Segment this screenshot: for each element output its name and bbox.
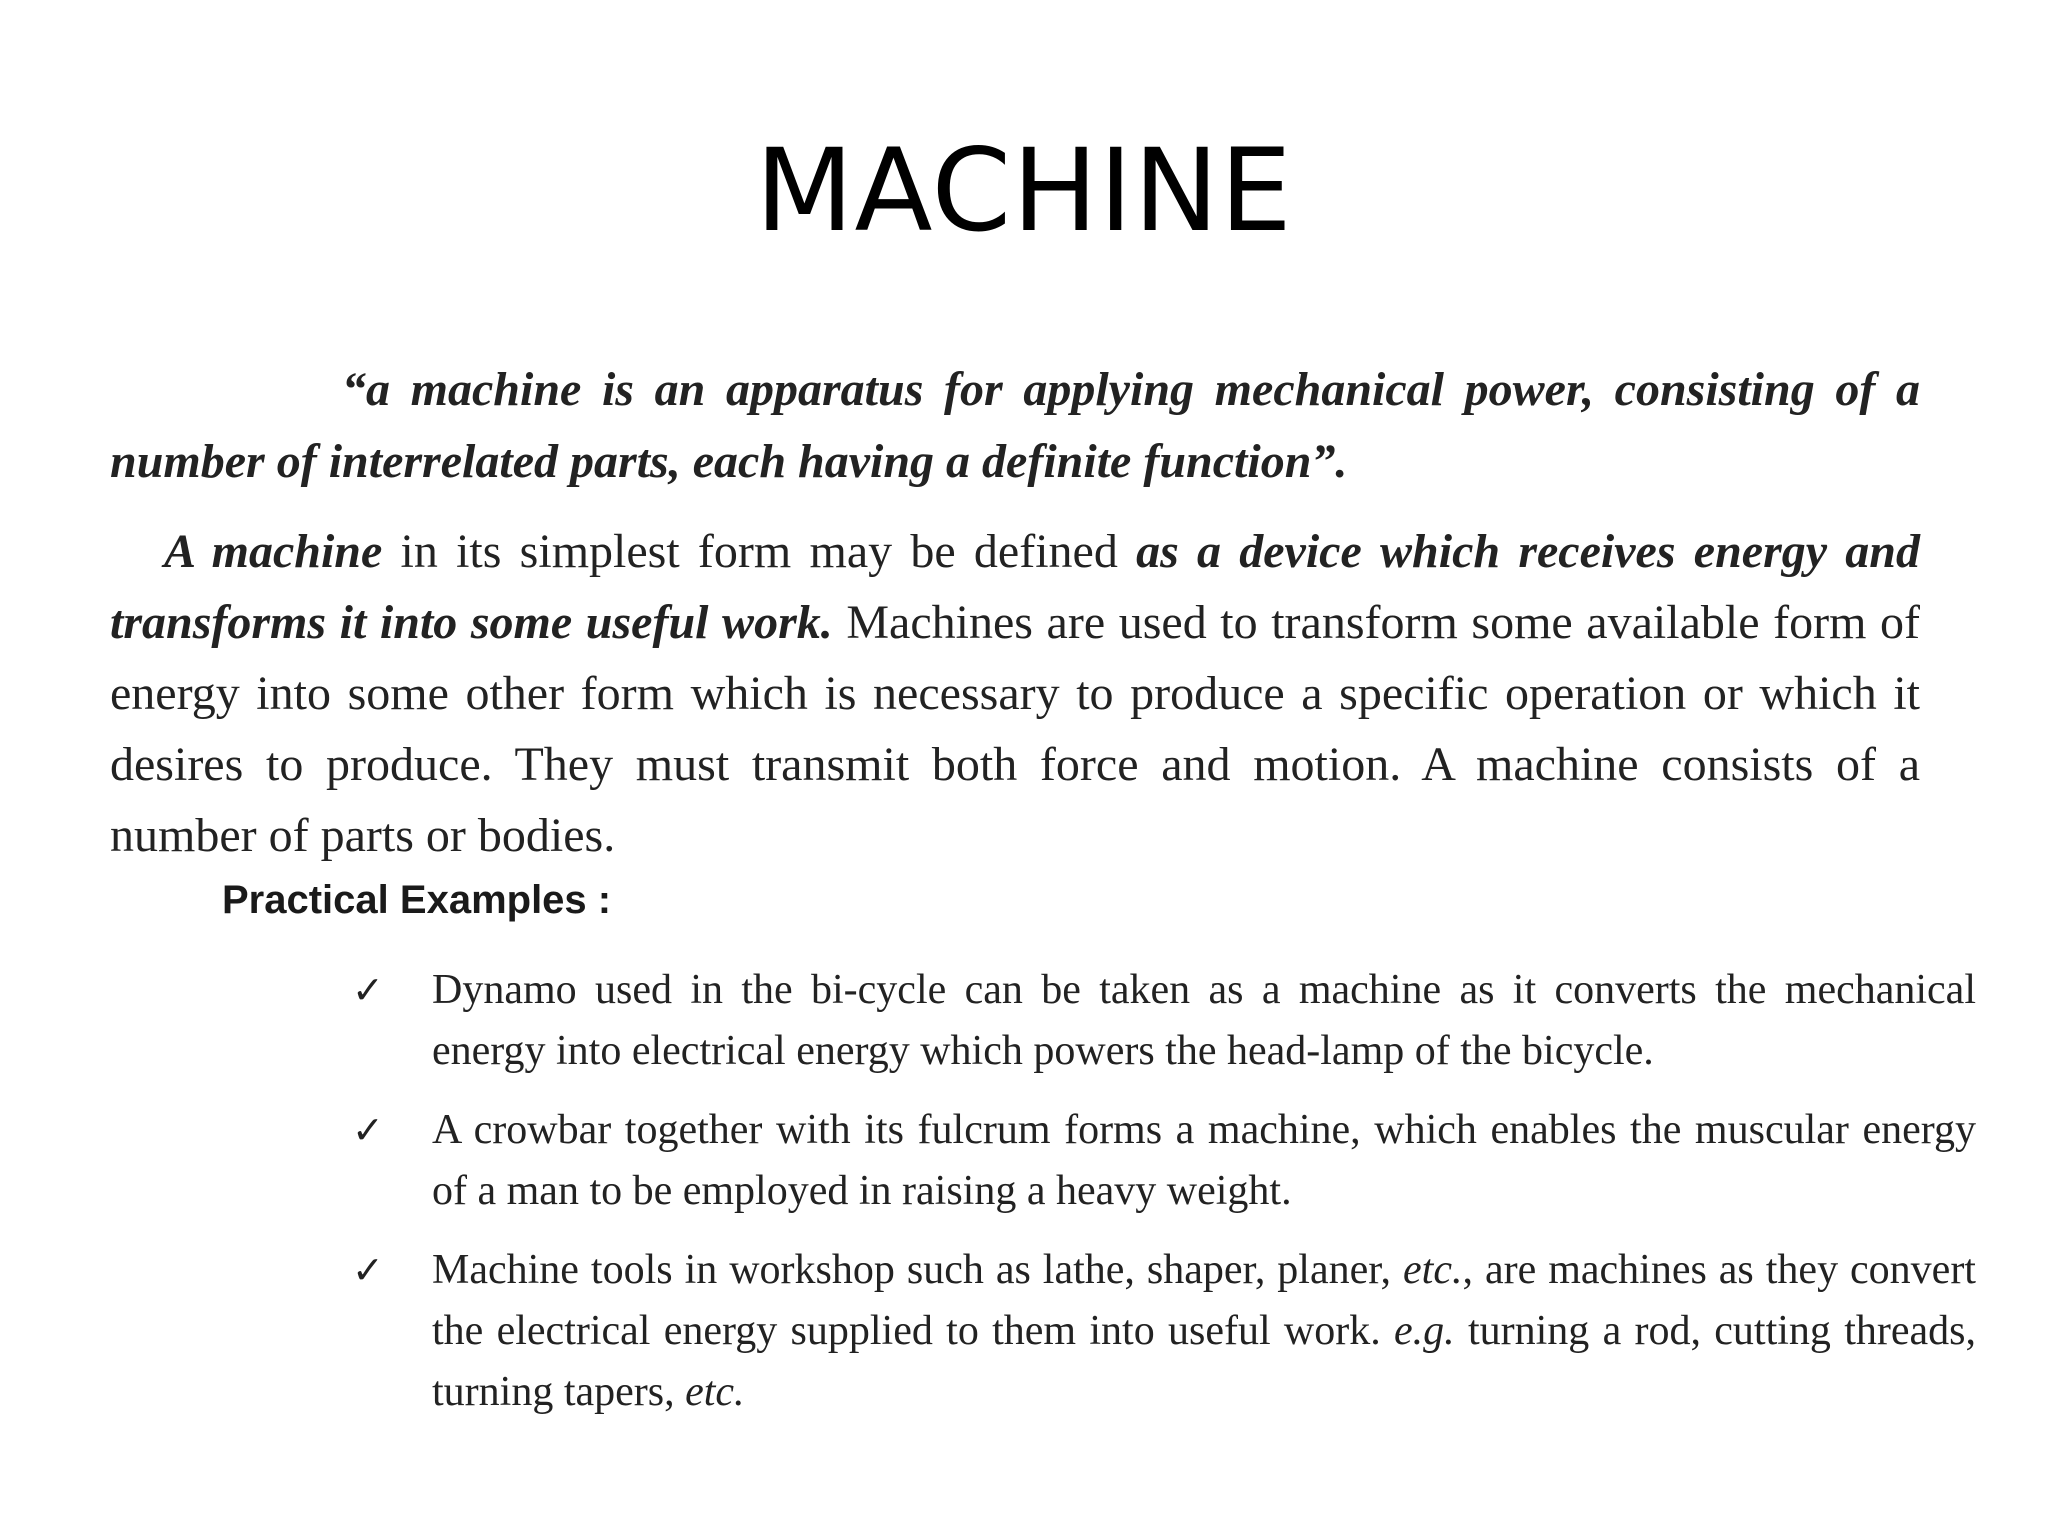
examples-list (352, 960, 1976, 1441)
list-item (352, 1100, 1976, 1222)
example-text-c: turning a rod, cutting threads, turning tapers, (432, 1308, 1976, 1415)
example-italic-a: etc. (1403, 1247, 1463, 1293)
list-item (352, 960, 1976, 1082)
paragraph-part-2: Machines are used to transform some available form of energy into some other form which is necessary to produce a specific operation or which it desires to produce. They must transmit both force and motion. A machine consists of a number of parts or bodies. (110, 596, 1920, 862)
example-italic-b: e.g. (1394, 1308, 1455, 1354)
example-text: Dynamo used in the bi-cycle can be taken as a machine as it converts the mechanical energy into electrical energy which powers the head-lamp of the bicycle. (432, 967, 1976, 1074)
example-italic-c: etc. (685, 1369, 745, 1415)
example-text (432, 1247, 1976, 1415)
example-text-b: , are machines as they convert the electrical energy supplied to them into useful work. (432, 1247, 1976, 1354)
example-text: A crowbar together with its fulcrum forms a machine, which enables the muscular energy of a man to be employed in raising a heavy weight. (432, 1107, 1976, 1214)
definition-paragraph (110, 516, 1920, 871)
paragraph-part-1: in its simplest form may be defined (382, 525, 1137, 578)
paragraph-emphasis: as a device which receives energy and transforms it into some useful work. (110, 525, 1921, 649)
checkmark-icon: ✓ (352, 1248, 384, 1292)
list-item (352, 1240, 1976, 1423)
example-text-a: Machine tools in workshop such as lathe, shaper, planer, (432, 1247, 1404, 1293)
checkmark-icon: ✓ (352, 1108, 384, 1152)
checkmark-icon: ✓ (352, 968, 384, 1012)
slide-title: MACHINE (755, 124, 1293, 257)
examples-heading: Practical Examples : (222, 878, 612, 922)
paragraph-lead: A machine (164, 525, 383, 578)
definition-quote: “a machine is an apparatus for applying mechanical power, consisting of a number of interrelated parts, each having a definite function”. (110, 363, 1920, 488)
